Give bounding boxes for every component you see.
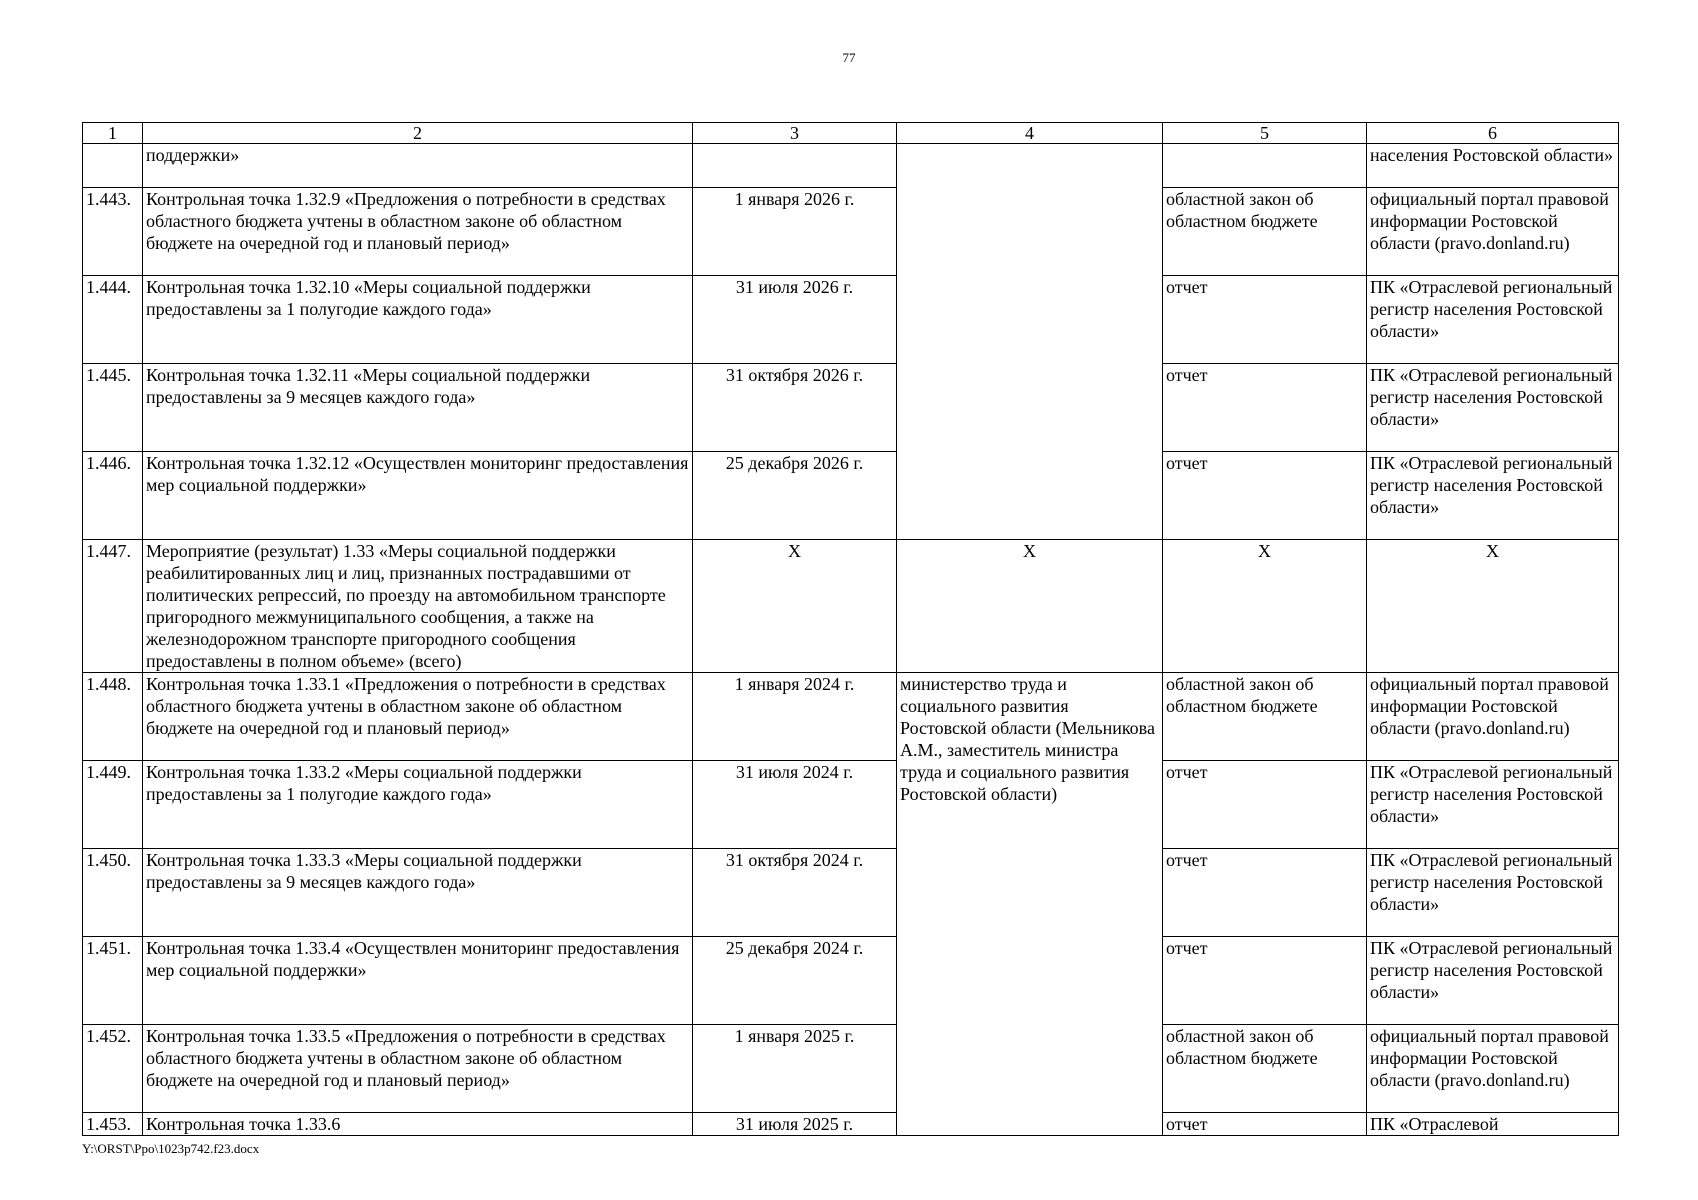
- row-number: [83, 144, 143, 188]
- row-description: Контрольная точка 1.32.12 «Осуществлен мониторинг предоставления мер социальной поддержки»: [143, 452, 693, 540]
- row-number: 1.453.: [83, 1113, 143, 1136]
- row-source: ПК «Отраслевой региональный регистр населения Ростовской области»: [1367, 276, 1619, 364]
- row-date: 25 декабря 2024 г.: [693, 937, 897, 1025]
- row-document: [1163, 144, 1367, 188]
- row-document: отчет: [1163, 1113, 1367, 1136]
- table-row: [83, 761, 1619, 849]
- row-document: отчет: [1163, 452, 1367, 540]
- row-description: Мероприятие (результат) 1.33 «Меры социальной поддержки реабилитированных лиц и лиц, признанных пострадавшими от политических репрессий, по проезду на автомобильном транспорте пригородного межмуниципального сообщения, а также на железнодорожном транспорте пригородного сообщения предоставлены в полном объеме» (всего): [143, 540, 693, 673]
- row-date: 1 января 2024 г.: [693, 673, 897, 761]
- row-number: 1.449.: [83, 761, 143, 849]
- row-number: 1.443.: [83, 188, 143, 276]
- row-date: Х: [693, 540, 897, 673]
- page-number: 77: [842, 50, 856, 65]
- row-description: Контрольная точка 1.32.9 «Предложения о потребности в средствах областного бюджета учтены в областном законе об областном бюджете на очередной год и плановый период»: [143, 188, 693, 276]
- table-row: [83, 540, 1619, 673]
- row-description: Контрольная точка 1.33.6: [143, 1113, 693, 1136]
- row-date: 31 июля 2026 г.: [693, 276, 897, 364]
- header-cell-5: 5: [1163, 123, 1367, 144]
- header-cell-1: 1: [83, 123, 143, 144]
- row-responsible: министерство труда и социального развития Ростовской области (Мельникова А.М., заместитель министра труда и социального развития Ростовской области): [897, 673, 1163, 1136]
- row-source: официальный портал правовой информации Ростовской области (pravo.donland.ru): [1367, 1025, 1619, 1113]
- row-number: 1.445.: [83, 364, 143, 452]
- header-cell-2: 2: [143, 123, 693, 144]
- row-date: 1 января 2026 г.: [693, 188, 897, 276]
- row-document: областной закон об областном бюджете: [1163, 673, 1367, 761]
- row-number: 1.450.: [83, 849, 143, 937]
- row-document: Х: [1163, 540, 1367, 673]
- row-description: поддержки»: [143, 144, 693, 188]
- row-description: Контрольная точка 1.33.3 «Меры социальной поддержки предоставлены за 9 месяцев каждого года»: [143, 849, 693, 937]
- table-row: [83, 849, 1619, 937]
- row-number: 1.448.: [83, 673, 143, 761]
- file-path-footer: Y:\ORST\Ppo\1023p742.f23.docx: [82, 1141, 260, 1156]
- row-document: отчет: [1163, 761, 1367, 849]
- row-number: 1.444.: [83, 276, 143, 364]
- row-source: Х: [1367, 540, 1619, 673]
- row-source: ПК «Отраслевой: [1367, 1113, 1619, 1136]
- table-row: [83, 673, 1619, 761]
- row-responsible: Х: [897, 540, 1163, 673]
- table-row: [83, 1025, 1619, 1113]
- table-row: [83, 276, 1619, 364]
- row-document: областной закон об областном бюджете: [1163, 188, 1367, 276]
- row-source: ПК «Отраслевой региональный регистр населения Ростовской области»: [1367, 364, 1619, 452]
- row-description: Контрольная точка 1.33.4 «Осуществлен мониторинг предоставления мер социальной поддержки»: [143, 937, 693, 1025]
- row-source: ПК «Отраслевой региональный регистр населения Ростовской области»: [1367, 761, 1619, 849]
- document-table: [82, 122, 1619, 1136]
- row-document: отчет: [1163, 849, 1367, 937]
- table-row: [83, 144, 1619, 188]
- row-date: 1 января 2025 г.: [693, 1025, 897, 1113]
- row-document: отчет: [1163, 276, 1367, 364]
- row-document: областной закон об областном бюджете: [1163, 1025, 1367, 1113]
- header-row: [83, 123, 1619, 144]
- row-date: 31 июля 2025 г.: [693, 1113, 897, 1136]
- row-number: 1.447.: [83, 540, 143, 673]
- row-date: 31 июля 2024 г.: [693, 761, 897, 849]
- row-date: 31 октября 2024 г.: [693, 849, 897, 937]
- row-date: 31 октября 2026 г.: [693, 364, 897, 452]
- row-document: отчет: [1163, 364, 1367, 452]
- header-cell-4: 4: [897, 123, 1163, 144]
- row-date: 25 декабря 2026 г.: [693, 452, 897, 540]
- row-description: Контрольная точка 1.32.11 «Меры социальной поддержки предоставлены за 9 месяцев каждого года»: [143, 364, 693, 452]
- row-date: [693, 144, 897, 188]
- row-responsible: [897, 144, 1163, 540]
- row-document: отчет: [1163, 937, 1367, 1025]
- row-source: ПК «Отраслевой региональный регистр населения Ростовской области»: [1367, 452, 1619, 540]
- row-source: официальный портал правовой информации Ростовской области (pravo.donland.ru): [1367, 673, 1619, 761]
- table-row: [83, 1113, 1619, 1136]
- row-description: Контрольная точка 1.33.2 «Меры социальной поддержки предоставлены за 1 полугодие каждого года»: [143, 761, 693, 849]
- row-number: 1.446.: [83, 452, 143, 540]
- table-row: [83, 364, 1619, 452]
- table-row: [83, 188, 1619, 276]
- row-description: Контрольная точка 1.33.1 «Предложения о потребности в средствах областного бюджета учтены в областном законе об областном бюджете на очередной год и плановый период»: [143, 673, 693, 761]
- row-number: 1.452.: [83, 1025, 143, 1113]
- row-source: ПК «Отраслевой региональный регистр населения Ростовской области»: [1367, 849, 1619, 937]
- row-source: официальный портал правовой информации Ростовской области (pravo.donland.ru): [1367, 188, 1619, 276]
- header-cell-3: 3: [693, 123, 897, 144]
- row-description: Контрольная точка 1.33.5 «Предложения о потребности в средствах областного бюджета учтены в областном законе об областном бюджете на очередной год и плановый период»: [143, 1025, 693, 1113]
- row-source: ПК «Отраслевой региональный регистр населения Ростовской области»: [1367, 937, 1619, 1025]
- table-row: [83, 937, 1619, 1025]
- header-cell-6: 6: [1367, 123, 1619, 144]
- row-source: населения Ростовской области»: [1367, 144, 1619, 188]
- row-description: Контрольная точка 1.32.10 «Меры социальной поддержки предоставлены за 1 полугодие каждого года»: [143, 276, 693, 364]
- row-number: 1.451.: [83, 937, 143, 1025]
- table-row: [83, 452, 1619, 540]
